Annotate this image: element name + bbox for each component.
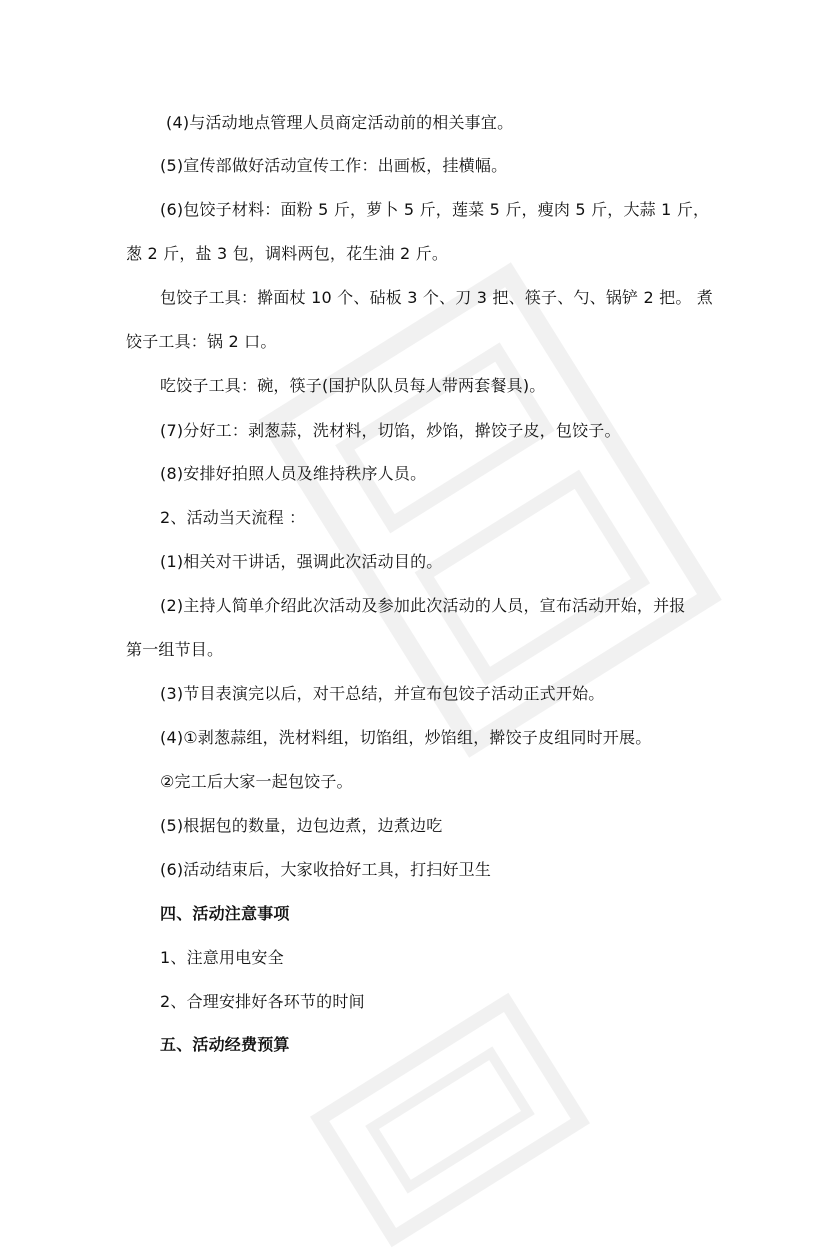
line-tools-make: 包饺子工具：擀面杖 10 个、砧板 3 个、刀 3 把、筷子、勺、锅铲 2 把。 煮: [160, 288, 714, 307]
section-heading-budget: 五、活动经费预算: [160, 1035, 290, 1054]
line-prep-4: (4)与活动地点管理人员商定活动前的相关事宜。: [166, 113, 514, 132]
line-tools-eat: 吃饺子工具：碗，筷子(国护队队员每人带两套餐具)。: [160, 376, 546, 395]
line-prep-7: (7)分好工：剥葱蒜，洗材料，切馅，炒馅，擀饺子皮，包饺子。: [160, 421, 621, 440]
line-flow-5: (5)根据包的数量，边包边煮，边煮边吃: [160, 816, 443, 835]
line-flow-2-cont: 第一组节目。: [126, 640, 224, 659]
section-heading-notes: 四、活动注意事项: [160, 904, 290, 923]
line-flow-6: (6)活动结束后，大家收拾好工具，打扫好卫生: [160, 860, 492, 879]
line-flow-4: (4)①剥葱蒜组，洗材料组，切馅组，炒馅组，擀饺子皮组同时开展。: [160, 728, 652, 747]
line-flow-4-sub: ②完工后大家一起包饺子。: [160, 772, 353, 791]
watermark-logo-bottom: [306, 989, 594, 1251]
line-note-1: 1、注意用电安全: [160, 948, 284, 967]
line-tools-make-cont: 饺子工具：锅 2 口。: [126, 332, 277, 351]
line-prep-6: (6)包饺子材料：面粉 5 斤，萝卜 5 斤，莲菜 5 斤，瘦肉 5 斤，大蒜 1 斤，: [160, 200, 710, 219]
line-flow-1: (1)相关对干讲话，强调此次活动目的。: [160, 552, 443, 571]
line-flow-3: (3)节目表演完以后，对干总结，并宣布包饺子活动正式开始。: [160, 684, 605, 703]
line-prep-6-cont: 葱 2 斤，盐 3 包，调料两包，花生油 2 斤。: [126, 244, 449, 263]
section-flow-heading: 2、活动当天流程 ：: [160, 508, 306, 527]
line-prep-5: (5)宣传部做好活动宣传工作：出画板，挂横幅。: [160, 156, 508, 175]
line-prep-8: (8)安排好拍照人员及维持秩序人员。: [160, 464, 427, 483]
line-note-2: 2、合理安排好各环节的时间: [160, 992, 365, 1011]
line-flow-2: (2)主持人简单介绍此次活动及参加此次活动的人员，宣布活动开始，并报: [160, 596, 686, 615]
